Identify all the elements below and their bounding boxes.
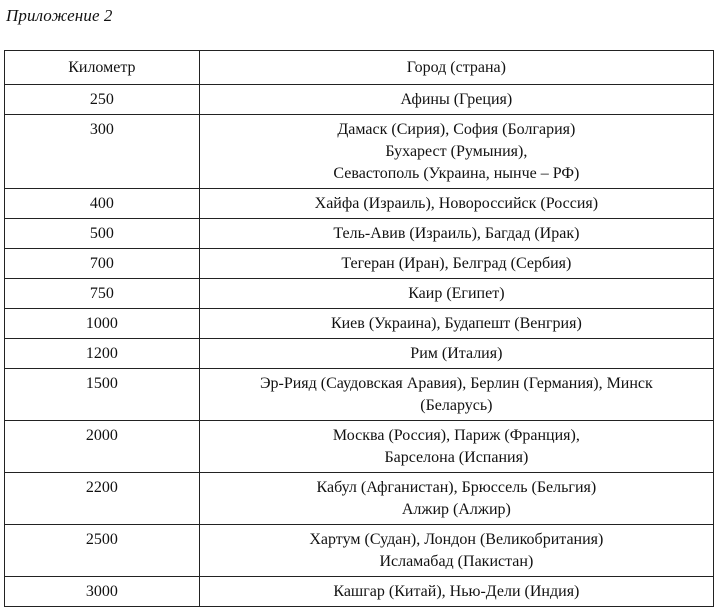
table-row <box>5 85 714 115</box>
city-text: Дамаск (Сирия), София (Болгария) Бухарест (Румыния), Севастополь (Украина, нынче – РФ) <box>333 121 580 182</box>
city-text: Рим (Италия) <box>410 345 503 362</box>
km-cell: 400 <box>5 189 200 219</box>
table-row <box>5 189 714 219</box>
table-row <box>5 577 714 607</box>
km-cell: 500 <box>5 219 200 249</box>
km-cell: 300 <box>5 115 200 189</box>
km-cell: 1500 <box>5 369 200 421</box>
table-row <box>5 369 714 421</box>
city-text: Афины (Греция) <box>400 91 513 108</box>
city-cell <box>199 189 713 219</box>
table-row <box>5 279 714 309</box>
city-text: Тегеран (Иран), Белград (Сербия) <box>341 255 572 272</box>
city-cell <box>199 115 713 189</box>
table-row <box>5 421 714 473</box>
city-cell <box>199 219 713 249</box>
city-cell <box>199 85 713 115</box>
table-row <box>5 115 714 189</box>
km-cell: 2000 <box>5 421 200 473</box>
city-cell <box>199 421 713 473</box>
table-header-row <box>5 51 714 85</box>
city-text: Киев (Украина), Будапешт (Венгрия) <box>330 315 582 332</box>
km-cell: 750 <box>5 279 200 309</box>
city-text: Тель-Авив (Израиль), Багдад (Ирак) <box>333 225 580 242</box>
city-cell <box>199 369 713 421</box>
distance-table <box>4 50 714 607</box>
city-text: Кабул (Афганистан), Брюссель (Бельгия) Алжир (Алжир) <box>316 479 597 518</box>
city-cell <box>199 249 713 279</box>
km-cell: 1200 <box>5 339 200 369</box>
table-row <box>5 473 714 525</box>
appendix-title: Приложение 2 <box>6 6 113 25</box>
km-cell: 1000 <box>5 309 200 339</box>
city-text: Хартум (Судан), Лондон (Великобритания) Исламабад (Пакистан) <box>309 531 604 570</box>
header-city: Город (страна) <box>199 51 713 85</box>
city-cell <box>199 577 713 607</box>
city-text: Каир (Египет) <box>408 285 505 302</box>
city-text: Эр-Рияд (Саудовская Аравия), Берлин (Германия), Минск (Беларусь) <box>259 375 653 414</box>
city-text: Москва (Россия), Париж (Франция), Барселона (Испания) <box>332 427 580 466</box>
city-text: Хайфа (Израиль), Новороссийск (Россия) <box>314 195 599 212</box>
city-cell <box>199 339 713 369</box>
table-row <box>5 339 714 369</box>
km-cell: 250 <box>5 85 200 115</box>
table-row <box>5 249 714 279</box>
city-cell <box>199 279 713 309</box>
header-km: Километр <box>5 51 200 85</box>
km-cell: 3000 <box>5 577 200 607</box>
city-cell <box>199 309 713 339</box>
km-cell: 2500 <box>5 525 200 577</box>
city-cell <box>199 473 713 525</box>
km-cell: 700 <box>5 249 200 279</box>
city-cell <box>199 525 713 577</box>
km-cell: 2200 <box>5 473 200 525</box>
table-row <box>5 219 714 249</box>
city-text: Кашгар (Китай), Нью-Дели (Индия) <box>333 583 580 600</box>
table-row <box>5 309 714 339</box>
table-row <box>5 525 714 577</box>
